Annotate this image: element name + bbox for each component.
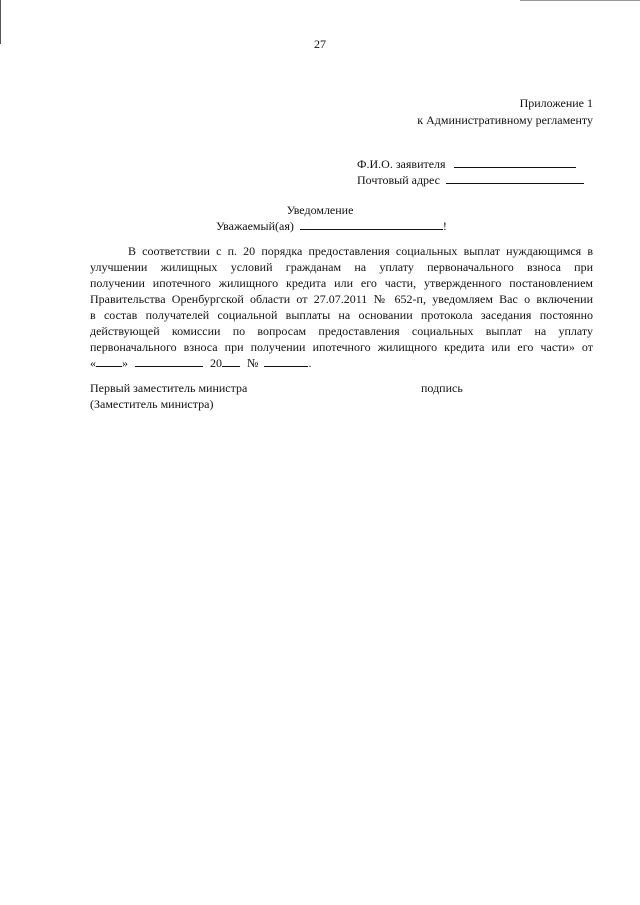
greeting-name-blank — [300, 218, 443, 230]
applicant-address-label: Почтовый адрес — [357, 173, 441, 187]
applicant-name-blank — [454, 156, 576, 168]
signer-position: Первый заместитель министра — [90, 381, 248, 395]
protocol-date-line — [90, 355, 593, 371]
date-day-blank — [96, 355, 122, 367]
applicant-address-row — [357, 172, 584, 188]
date-year-blank — [222, 355, 240, 367]
signer-position-alternative: (Заместитель министра) — [90, 397, 214, 411]
protocol-number-blank — [264, 355, 308, 367]
applicant-name-label: Ф.И.О. заявителя — [357, 157, 446, 171]
protocol-number-sign: № — [247, 356, 259, 370]
date-close-quote: » — [122, 356, 128, 370]
body-line: В соответствии с п. 20 порядка предоставления социальных выплат нуждающимся в — [128, 244, 593, 258]
date-line-end: . — [308, 356, 312, 370]
date-open-quote: « — [90, 356, 96, 370]
notice-title: Уведомление — [286, 203, 354, 217]
body-line: в состав получателей социальной выплаты на основании протокола заседания постоянно — [90, 308, 593, 322]
signer-block — [90, 380, 247, 412]
body-line: улучшении жилищных условий гражданам на уплату первоначального взноса при — [90, 260, 593, 274]
applicant-name-row — [357, 156, 576, 172]
notice-body — [90, 243, 593, 371]
appendix-title: Приложение 1 — [519, 96, 593, 110]
applicant-address-blank — [446, 172, 584, 184]
page-number: 27 — [314, 37, 326, 51]
appendix-reference: к Административному регламенту — [417, 113, 593, 127]
greeting-line — [216, 218, 447, 234]
body-line: получении ипотечного жилищного кредита или его части, утвержденного постановлением — [90, 276, 593, 290]
page-edge-top — [520, 0, 640, 1]
date-year-prefix: 20 — [210, 356, 222, 370]
body-line: действующей комиссии по вопросам предоставления социальных выплат на уплату — [90, 324, 593, 338]
body-line: Правительства Оренбургской области от 27.07.2011 № 652-п, уведомляем Вас о включении — [90, 292, 593, 306]
signature-label: подпись — [421, 381, 463, 395]
date-month-blank — [135, 355, 203, 367]
greeting-exclamation: ! — [442, 219, 447, 233]
greeting-label: Уважаемый(ая) — [216, 219, 294, 233]
body-line: первоначального взноса при получении ипотечного жилищного кредита или его части» от — [90, 340, 593, 354]
